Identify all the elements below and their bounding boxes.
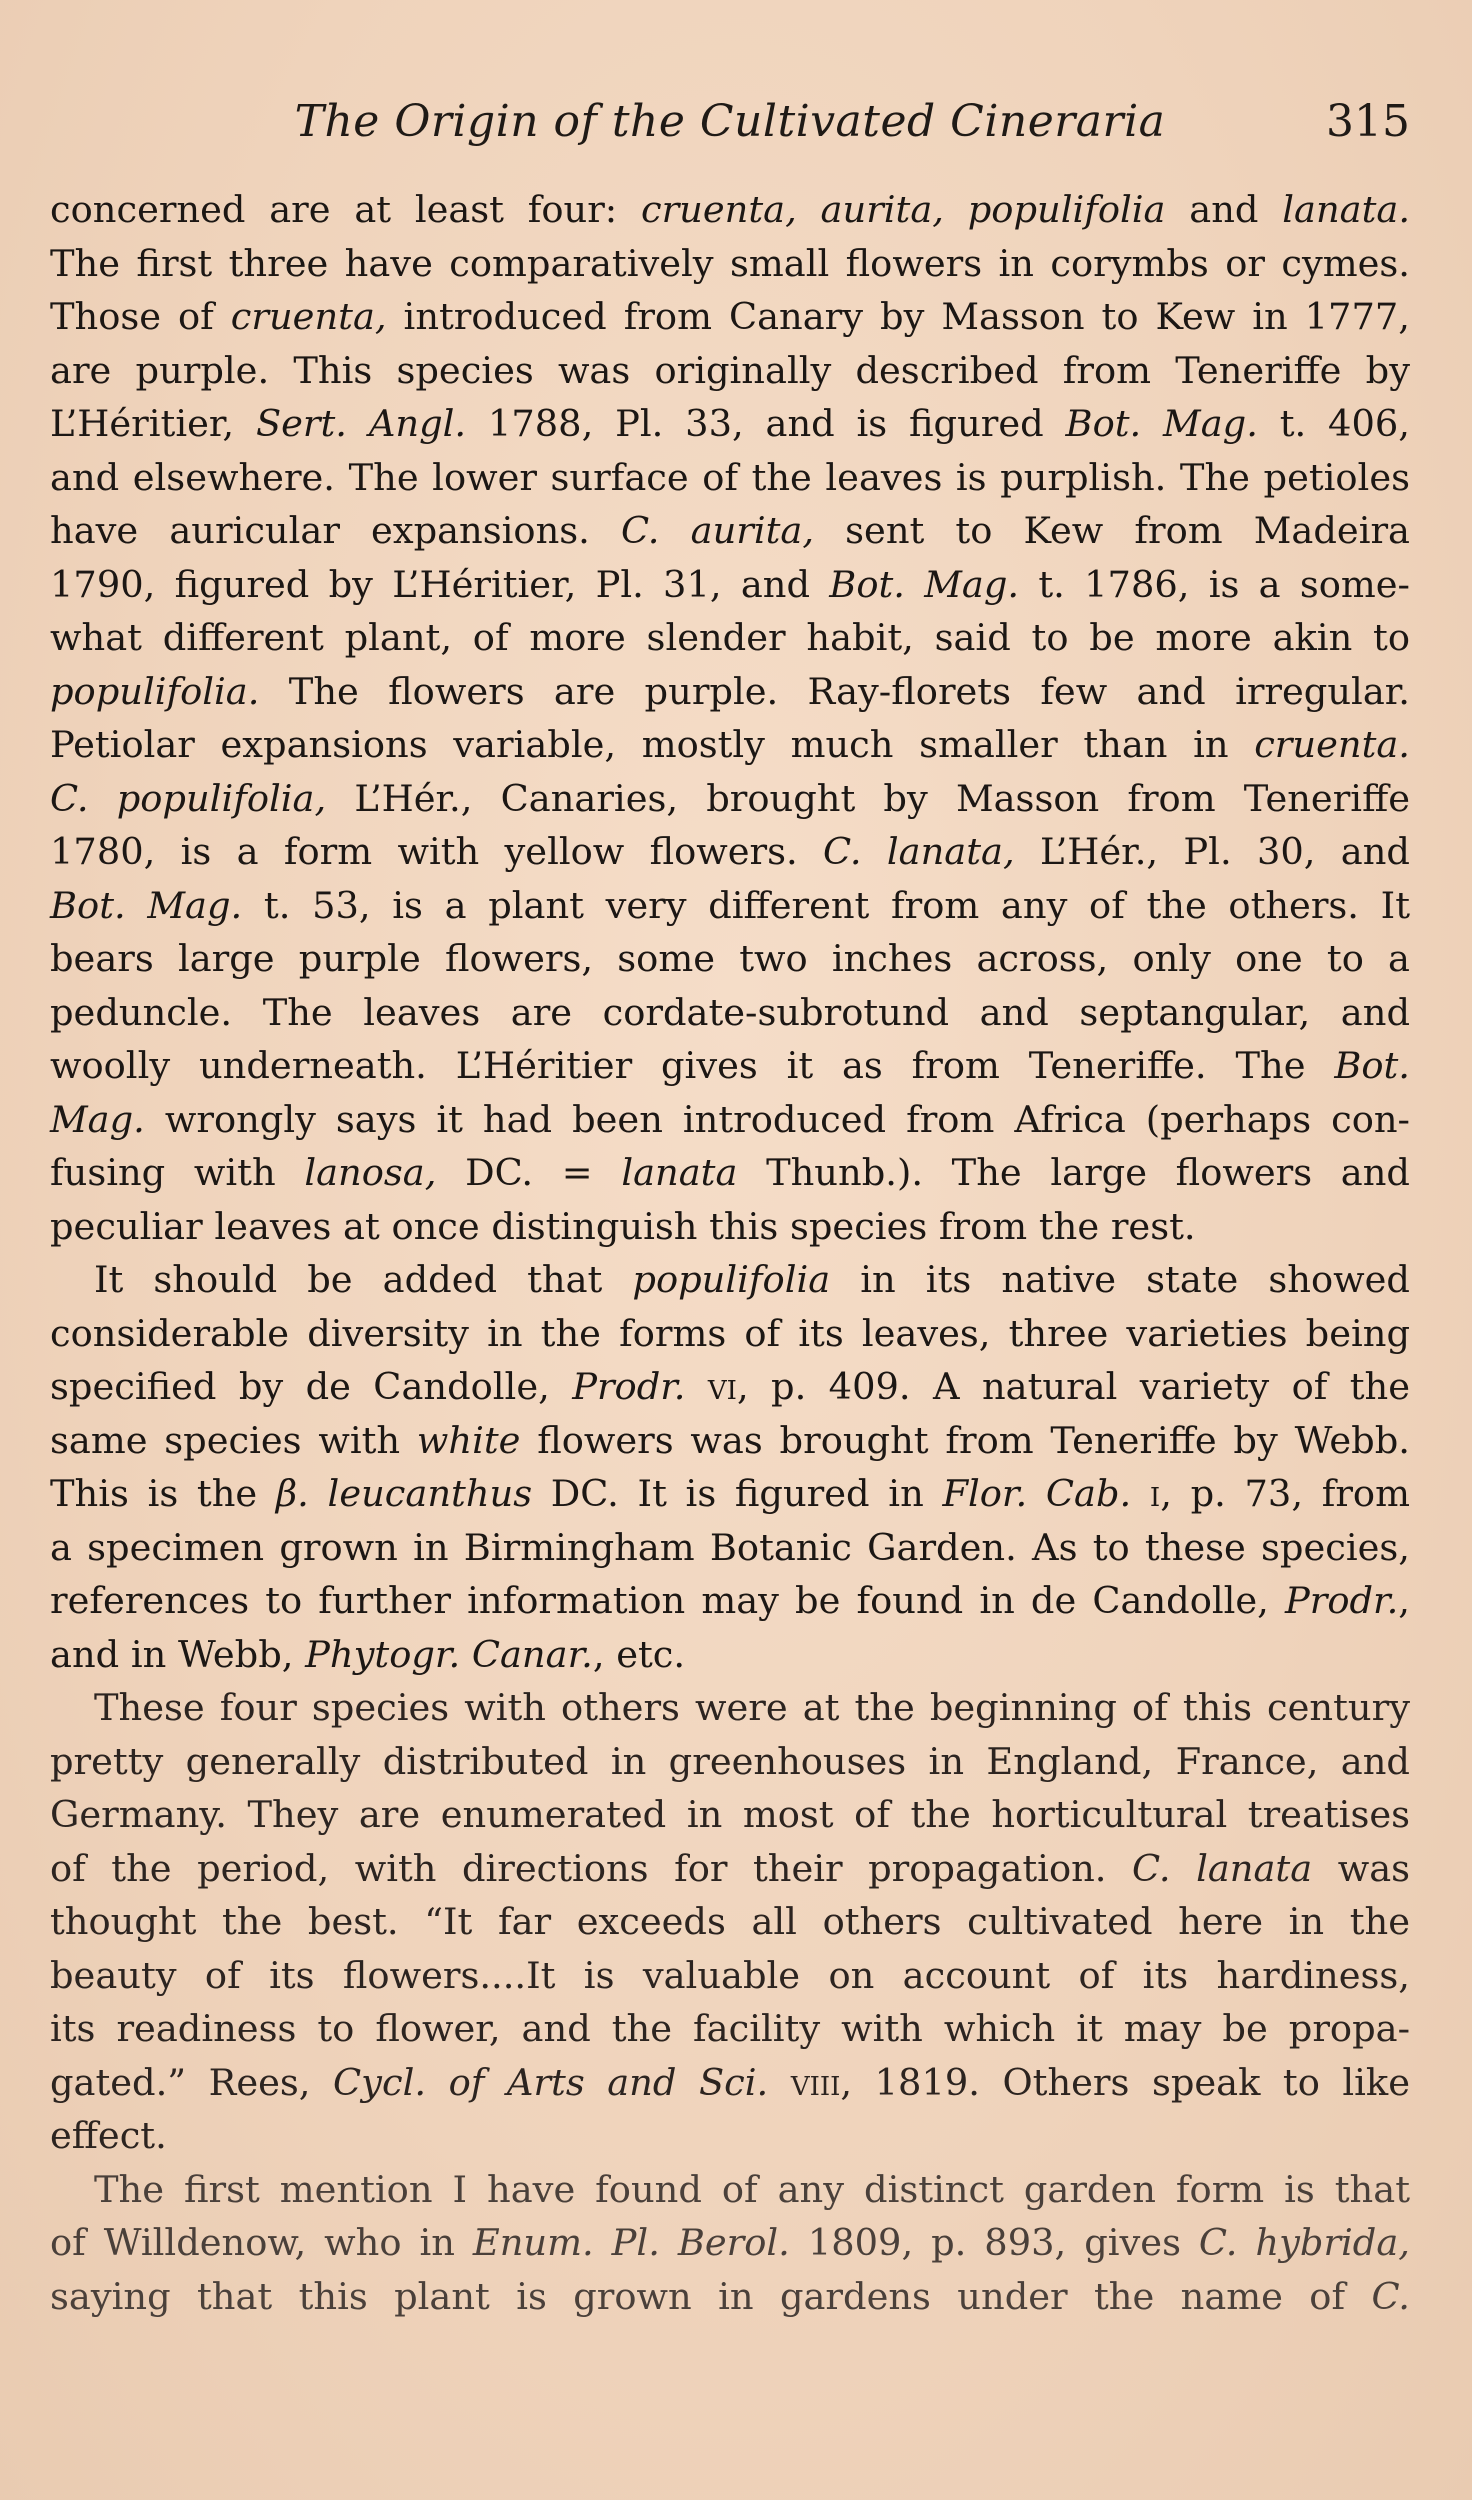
text-line — [50, 1467, 1410, 1521]
text-run: 1780, is a form with yellow flowers. — [50, 830, 824, 873]
italic-text: cruenta, aurita, populifolia — [640, 188, 1166, 231]
text-line — [50, 237, 1410, 291]
text-line — [50, 611, 1410, 665]
text-line — [50, 1842, 1410, 1896]
text-line — [50, 825, 1410, 879]
text-line — [50, 2109, 1410, 2163]
paragraph — [50, 183, 1410, 1253]
text-run: Petiolar expansions variable, mostly much smaller than in — [50, 723, 1255, 766]
text-line — [50, 2216, 1410, 2270]
text-run: The flowers are purple. Ray-florets few and irregular. — [259, 669, 1410, 713]
text-line — [50, 1200, 1410, 1254]
text-line — [50, 1093, 1410, 1147]
text-run: what different plant, of more slender habit, said to be more akin to — [50, 616, 1410, 659]
paragraph — [50, 1681, 1410, 2163]
text-run: These four species with others were at the beginning of this century — [94, 1686, 1410, 1729]
text-line — [50, 344, 1410, 398]
italic-text: Enum. Pl. Berol. — [472, 2221, 790, 2264]
text-run: t. 1786, is a some- — [1019, 562, 1410, 606]
text-line — [50, 665, 1410, 719]
italic-text: Bot. Mag. — [50, 883, 243, 927]
text-run: thought the best. “It far exceeds all others cultivated here in the — [50, 1900, 1410, 1943]
text-line — [50, 1146, 1410, 1200]
text-run: saying that this plant is grown in gardens under the name of — [50, 2274, 1372, 2318]
text-run: and elsewhere. The lower surface of the leaves is purplish. The petioles — [50, 455, 1410, 499]
text-run: same species with — [50, 1418, 417, 1462]
text-run — [768, 2061, 791, 2104]
italic-text: C. populifolia, — [50, 776, 327, 820]
text-run: and in Webb, — [50, 1632, 306, 1676]
text-line — [50, 290, 1410, 344]
text-run: , etc. — [592, 1632, 686, 1676]
italic-text: Mag. — [50, 1097, 145, 1141]
text-run: woolly underneath. L’Héritier gives it as from Teneriffe. The — [50, 1044, 1335, 1087]
italic-text: Bot. Mag. — [829, 562, 1020, 606]
text-line — [50, 2163, 1410, 2217]
text-run: references to further information may be found in de Candolle, — [50, 1579, 1285, 1622]
italic-text: cruenta, — [230, 295, 387, 338]
text-run: L’Héritier, — [50, 402, 256, 445]
text-run: flowers was brought from Teneriffe by Webb. — [520, 1418, 1410, 1462]
italic-text: C. aurita, — [620, 509, 815, 552]
text-run: in its native state showed — [830, 1258, 1410, 1301]
text-run: , 1819. Others speak to like — [840, 2060, 1411, 2104]
text-line — [50, 1253, 1410, 1307]
text-run: 1788, Pl. 33, and is figured — [466, 402, 1066, 445]
text-run: wrongly says it had been introduced from Africa (perhaps con- — [144, 1097, 1410, 1141]
text-line — [50, 772, 1410, 826]
text-run: 1809, p. 893, gives — [789, 2221, 1199, 2264]
text-line — [50, 1628, 1410, 1682]
text-line — [50, 397, 1410, 451]
text-line — [50, 879, 1410, 933]
text-run: a specimen grown in Birmingham Botanic Garden. As to these species, — [50, 1525, 1410, 1569]
italic-text: C. hybrida, — [1198, 2221, 1410, 2264]
italic-text: Flor. Cab. — [942, 1472, 1132, 1515]
text-line — [50, 1360, 1410, 1414]
text-line — [50, 1895, 1410, 1949]
text-run: fusing with — [50, 1151, 305, 1194]
italic-text: cruenta. — [1254, 723, 1410, 766]
italic-text: Cycl. of Arts and Sci. — [333, 2060, 769, 2104]
small-caps-numeral: i — [1149, 1472, 1161, 1515]
text-run — [686, 1365, 708, 1408]
text-run: and — [1165, 188, 1283, 231]
text-run: sent to Kew from Madeira — [814, 509, 1410, 552]
italic-text: C. — [1371, 2274, 1410, 2318]
text-run: Germany. They are enumerated in most of the horticultural treatises — [50, 1793, 1410, 1836]
text-run: was — [1312, 1846, 1411, 1890]
text-line — [50, 504, 1410, 558]
paragraph — [50, 1253, 1410, 1681]
italic-text: Bot. — [1334, 1044, 1410, 1087]
italic-text: Prodr. — [572, 1365, 686, 1408]
small-caps-numeral: vi — [707, 1365, 737, 1408]
small-caps-numeral: viii — [790, 2060, 841, 2104]
text-run: gated.” Rees, — [50, 2060, 334, 2104]
text-run: of Willdenow, who in — [50, 2221, 473, 2264]
text-run: This is the — [50, 1472, 276, 1515]
text-run: , p. 409. A natural variety of the — [736, 1365, 1410, 1408]
italic-text: C. lanata, — [823, 830, 1015, 873]
text-run: DC. It is figured in — [532, 1472, 943, 1515]
text-run: L’Hér., Pl. 30, and — [1014, 830, 1410, 873]
text-line — [50, 558, 1410, 612]
page-number: 315 — [1326, 96, 1410, 147]
text-run: It should be added that — [94, 1258, 633, 1301]
text-run: , p. 73, from — [1160, 1472, 1410, 1515]
italic-text: lanata. — [1282, 188, 1411, 231]
italic-text: white — [416, 1418, 521, 1462]
text-line — [50, 1307, 1410, 1361]
running-title: The Origin of the Cultivated Cineraria — [294, 96, 1166, 147]
text-line — [50, 2002, 1410, 2056]
italic-text: C. lanata — [1132, 1846, 1313, 1890]
text-run: have auricular expansions. — [50, 509, 621, 552]
text-line — [50, 1949, 1410, 2003]
text-run: t. 53, is a plant very different from any of the others. It — [242, 883, 1411, 927]
text-line — [50, 2056, 1410, 2110]
text-line — [50, 183, 1410, 237]
text-run: Thunb.). The large flowers and — [737, 1151, 1410, 1194]
italic-text: lanosa, — [304, 1151, 437, 1194]
text-run: , — [1398, 1579, 1410, 1622]
text-run: peduncle. The leaves are cordate-subrotund and septangular, and — [50, 990, 1410, 1034]
text-run: pretty generally distributed in greenhouses in England, France, and — [50, 1739, 1410, 1783]
italic-text: populifolia. — [50, 669, 260, 713]
running-head — [50, 92, 1410, 152]
text-run: The first three have comparatively small flowers in corymbs or cymes. — [50, 241, 1410, 285]
text-run — [1131, 1472, 1150, 1515]
text-line — [50, 1521, 1410, 1575]
text-line — [50, 932, 1410, 986]
text-line — [50, 2270, 1410, 2324]
italic-text: populifolia — [632, 1258, 831, 1301]
text-line — [50, 1574, 1410, 1628]
text-run: DC. = — [436, 1151, 622, 1194]
text-run: considerable diversity in the forms of its leaves, three varieties being — [50, 1311, 1410, 1355]
text-run: are purple. This species was originally described from Teneriffe by — [50, 348, 1410, 392]
text-line — [50, 1788, 1410, 1842]
text-line — [50, 986, 1410, 1040]
text-run: The first mention I have found of any distinct garden form is that — [94, 2167, 1410, 2211]
text-line — [50, 718, 1410, 772]
italic-text: Prodr. — [1284, 1579, 1399, 1622]
italic-text: Bot. Mag. — [1065, 402, 1258, 445]
text-run: 1790, figured by L’Héritier, Pl. 31, and — [50, 562, 830, 606]
paragraph — [50, 2163, 1410, 2324]
text-run: specified by de Candolle, — [50, 1365, 573, 1408]
italic-text: lanata — [621, 1151, 738, 1194]
text-run: of the period, with directions for their propagation. — [50, 1846, 1133, 1890]
text-run: L’Hér., Canaries, brought by Masson from Teneriffe — [326, 776, 1410, 820]
text-run: introduced from Canary by Masson to Kew in 1777, — [386, 295, 1410, 338]
text-line — [50, 1681, 1410, 1735]
text-line — [50, 1735, 1410, 1789]
text-run: Those of — [50, 295, 231, 338]
text-run: concerned are at least four: — [50, 188, 641, 231]
text-run: t. 406, — [1257, 402, 1410, 445]
text-line — [50, 1414, 1410, 1468]
text-line — [50, 451, 1410, 505]
italic-text: β. leucanthus — [275, 1472, 533, 1515]
text-line — [50, 1039, 1410, 1093]
italic-text: Sert. Angl. — [255, 402, 467, 445]
text-run: effect. — [50, 2114, 167, 2157]
body-text — [50, 183, 1410, 2323]
text-run: peculiar leaves at once distinguish this species from the rest. — [50, 1204, 1196, 1248]
text-run: beauty of its flowers....It is valuable on account of its hardiness, — [50, 1953, 1410, 1997]
text-run: its readiness to flower, and the facility with which it may be propa- — [50, 2007, 1410, 2050]
italic-text: Phytogr. Canar. — [305, 1632, 593, 1676]
text-run: bears large purple flowers, some two inches across, only one to a — [50, 937, 1410, 980]
